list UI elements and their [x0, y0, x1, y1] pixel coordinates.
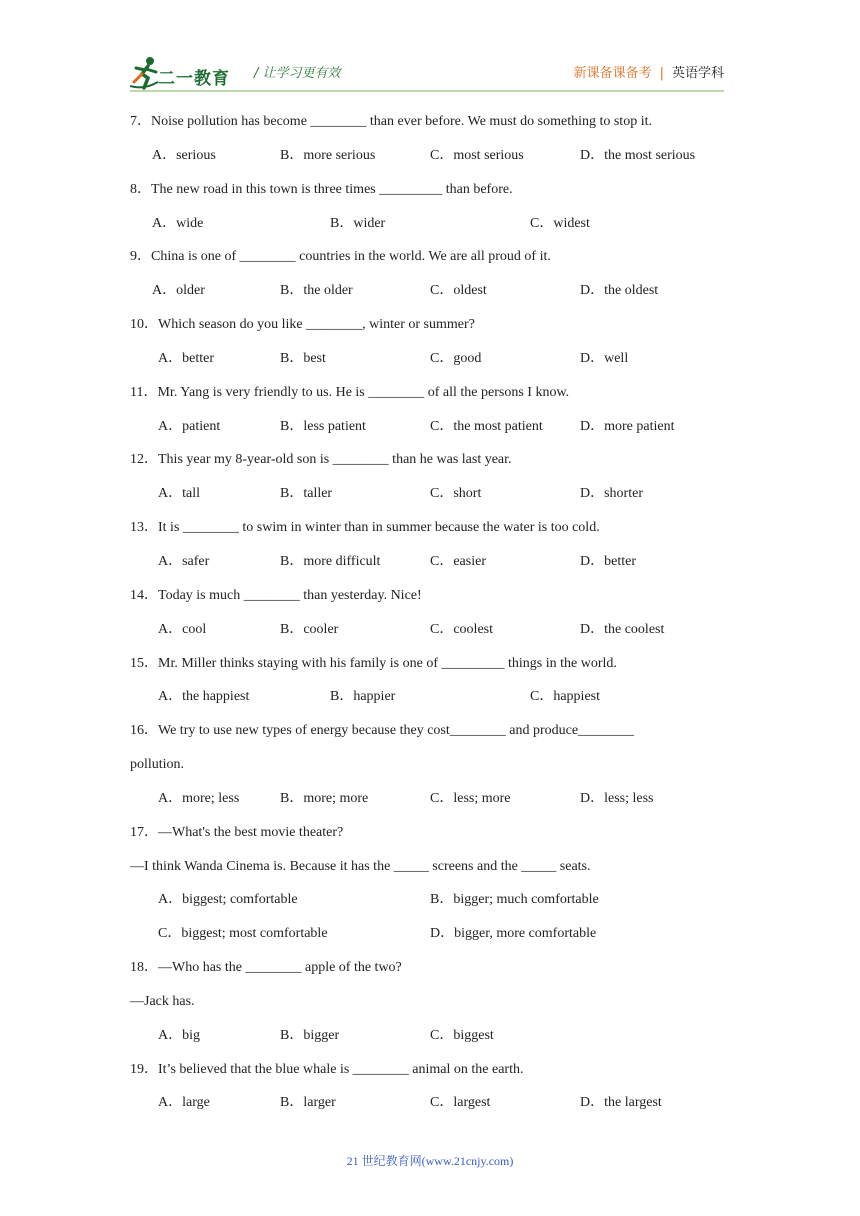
answer-option[interactable]: D．better [580, 553, 636, 569]
options-row [130, 207, 730, 241]
answer-option[interactable]: D．bigger, more comfortable [430, 926, 597, 942]
options-row [130, 342, 730, 376]
answer-option[interactable]: C．oldest [430, 283, 487, 299]
answer-option[interactable]: B．more; more [280, 790, 369, 806]
header-course-label: 新课备课备考 [573, 66, 652, 81]
answer-option[interactable]: C．less; more [430, 790, 511, 806]
answer-option[interactable]: D．the coolest [580, 621, 665, 637]
answer-option[interactable]: A．large [158, 1095, 210, 1111]
answer-option[interactable]: C．good [430, 350, 482, 366]
runner-logo-icon [130, 56, 160, 90]
answer-option[interactable]: A．wide [152, 215, 204, 231]
answer-option[interactable]: A．patient [158, 418, 221, 434]
question-stem: 16．We try to use new types of energy because they cost________ and produce________ [130, 723, 635, 739]
answer-option[interactable]: A．safer [158, 553, 210, 569]
question-stem: 13．It is ________ to swim in winter than in summer because the water is too cold. [130, 520, 600, 536]
answer-option[interactable]: D．less; less [580, 790, 654, 806]
header-separator: | [659, 66, 664, 81]
answer-option[interactable]: D．shorter [580, 486, 643, 502]
answer-option[interactable]: B．cooler [280, 621, 339, 637]
question-stem: 19．It’s believed that the blue whale is ________ animal on the earth. [130, 1061, 524, 1077]
header-right [574, 62, 724, 81]
answer-option[interactable]: D．the oldest [580, 283, 659, 299]
answer-option[interactable]: A．tall [158, 486, 200, 502]
options-row [130, 274, 730, 308]
question-stem: 11．Mr. Yang is very friendly to us. He is ________ of all the persons I know. [130, 384, 570, 400]
question-list [130, 105, 730, 1120]
answer-option[interactable]: B．less patient [280, 418, 366, 434]
question-stem: pollution. [130, 757, 185, 773]
logo [130, 56, 242, 90]
question-stem: —Jack has. [130, 993, 195, 1009]
question-stem: 9．China is one of ________ countries in the world. We are all proud of it. [130, 249, 551, 265]
options-row [130, 410, 730, 444]
question-stem: 7．Noise pollution has become ________ than ever before. We must do something to stop it. [130, 114, 652, 129]
answer-option[interactable]: B．wider [330, 215, 386, 231]
options-row [130, 139, 730, 173]
question-stem: 10．Which season do you like ________, winter or summer? [130, 317, 475, 333]
answer-option[interactable]: C．coolest [430, 621, 493, 637]
logo-text: 二一教育 [158, 69, 230, 89]
answer-option[interactable]: B．larger [280, 1095, 336, 1111]
answer-option[interactable]: A．cool [158, 621, 207, 637]
question-stem: 12．This year my 8-year-old son is ________ than he was last year. [130, 452, 512, 468]
answer-option[interactable]: B．bigger [280, 1027, 340, 1043]
answer-option[interactable]: D．well [580, 350, 629, 366]
answer-option[interactable]: A．older [152, 283, 205, 299]
answer-option[interactable]: B．happier [330, 689, 396, 705]
header-subject-label: 英语学科 [671, 66, 724, 81]
answer-option[interactable]: D．the largest [580, 1095, 662, 1111]
header-rule [130, 90, 724, 92]
answer-option[interactable]: C．happiest [530, 689, 600, 705]
answer-option[interactable]: D．the most serious [580, 147, 696, 163]
options-row [130, 680, 730, 714]
answer-option[interactable]: C．largest [430, 1095, 491, 1111]
question-stem: 17．—What's the best movie theater? [130, 824, 344, 840]
answer-option[interactable]: B．the older [280, 283, 353, 299]
options-row [130, 545, 730, 579]
question-stem: 14．Today is much ________ than yesterday. Nice! [130, 587, 422, 603]
question-stem: 15．Mr. Miller thinks staying with his family is one of _________ things in the world. [130, 655, 617, 671]
answer-option[interactable]: C．easier [430, 553, 486, 569]
answer-option[interactable]: B．more difficult [280, 553, 381, 569]
question-stem: —I think Wanda Cinema is. Because it has the _____ screens and the _____ seats. [130, 858, 591, 874]
answer-option[interactable]: A．big [158, 1027, 200, 1043]
options-row [130, 883, 730, 917]
slogan: / 让学习更有效 [254, 66, 341, 81]
answer-option[interactable]: A．serious [152, 147, 216, 163]
options-row [130, 917, 730, 951]
options-row [130, 613, 730, 647]
options-row [130, 782, 730, 816]
page-footer: 21 世纪教育网(www.21cnjy.com) [346, 1154, 514, 1168]
answer-option[interactable]: A．more; less [158, 790, 240, 806]
answer-option[interactable]: C．widest [530, 215, 590, 231]
answer-option[interactable]: D．more patient [580, 418, 675, 434]
options-row [130, 1086, 730, 1120]
answer-option[interactable]: A．the happiest [158, 689, 250, 705]
options-row [130, 477, 730, 511]
answer-option[interactable]: A．better [158, 350, 214, 366]
question-stem: 18．—Who has the ________ apple of the two? [130, 960, 402, 976]
answer-option[interactable]: C．biggest [430, 1027, 494, 1043]
question-stem: 8．The new road in this town is three times _________ than before. [130, 181, 513, 197]
options-row [130, 1019, 730, 1053]
answer-option[interactable]: B．best [280, 350, 326, 366]
answer-option[interactable]: C．biggest; most comfortable [158, 926, 328, 942]
answer-option[interactable]: B．more serious [280, 147, 376, 163]
answer-option[interactable]: C．most serious [430, 147, 524, 163]
answer-option[interactable]: A．biggest; comfortable [158, 892, 298, 908]
answer-option[interactable]: B．bigger; much comfortable [430, 892, 599, 908]
answer-option[interactable]: C．the most patient [430, 418, 543, 434]
page-header [130, 52, 730, 92]
answer-option[interactable]: B．taller [280, 486, 333, 502]
answer-option[interactable]: C．short [430, 486, 482, 502]
